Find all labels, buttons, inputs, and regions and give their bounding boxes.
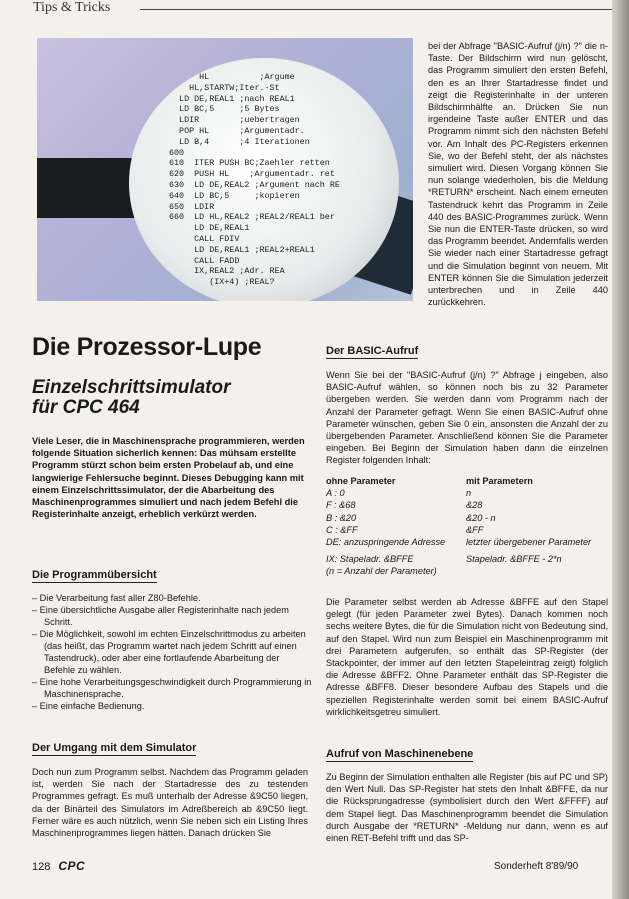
code-line: 630 LD DE,REAL2 ;Argument nach RE: [169, 179, 340, 190]
code-line: 620 PUSH HL ;Argumentadr. ret: [169, 169, 335, 180]
page-number: 128: [32, 861, 51, 873]
code-line: IX,REAL2 ;Adr. REA: [169, 266, 285, 277]
table-cell: &20 - n: [466, 512, 496, 523]
heading-overview: Die Programmübersicht: [32, 569, 157, 581]
table-cell: F : &68: [326, 500, 356, 511]
table-row: [326, 487, 608, 499]
table-row: [326, 512, 608, 524]
list-item: – Eine übersichtliche Ausgabe aller Registerinhalte nach jedem Schritt.: [32, 605, 289, 627]
code-line: 610 ITER PUSH BC;Zaehler retten: [169, 158, 330, 169]
code-line: POP HL ;Argumentadr.: [169, 125, 305, 136]
code-listing: [169, 72, 340, 288]
table-row: [326, 499, 608, 511]
code-line: LD DE,REAL1: [169, 223, 250, 234]
code-line: HL,STARTW;Iter.-St: [169, 82, 280, 93]
table-note-row: [326, 565, 608, 577]
table-header-row: [326, 475, 608, 487]
list-item: – Eine einfache Bedienung.: [32, 701, 145, 711]
header-rule: [140, 9, 612, 10]
code-line: HL ;Argume: [169, 72, 295, 82]
heading-basic: Der BASIC-Aufruf: [326, 345, 419, 357]
table-cell: letzter übergebener Parameter: [466, 537, 592, 548]
article-title: Die Prozessor-Lupe: [32, 333, 262, 361]
subtitle-line-2: für CPC 464: [32, 397, 140, 418]
table-cell: &28: [466, 500, 483, 511]
stack-paragraph: Die Parameter selbst werden ab Adresse &BFFE auf den Stapel gelegt (für jeden Parameter zwei Bytes). Danach kommen noch sechs weitere Bytes, die für die Simulation nicht von Bedeutung sind, auf den Stapel. Wird nun zum Beispiel ein Maschinenprogramm mit drei Parametern aufgerufen, so enthält das SP-Register (der Stackpointer, der immer auf den letzten Stapeleintrag zeigt) folglich die Adresse &BFF2. Ohne Parameter enthält das SP-Register die Adresse &BFF8. Dieser besondere Aufbau des Stapels und die speziellen Registerinhalte werden somit bei einem BASIC-Aufruf wirklichkeitsgetreu simuliert.: [326, 597, 608, 717]
table-note: (n = Anzahl der Parameter): [326, 566, 437, 577]
code-line: LD DE,REAL1 ;nach REAL1: [169, 93, 295, 104]
heading-usage: Der Umgang mit dem Simulator: [32, 742, 197, 754]
table-cell: DE: anzuspringende Adresse: [326, 537, 446, 548]
footer-left: [32, 859, 85, 873]
column-header: ohne Parameter: [326, 476, 396, 486]
code-line: LD B,4 ;4 Iterationen: [169, 136, 310, 147]
code-line: 650 LDIR: [169, 201, 215, 212]
code-line: LDIR ;uebertragen: [169, 115, 300, 126]
list-item: – Eine hohe Verarbeitungsgeschwindigkeit durch Programmierung in Maschinensprache.: [32, 677, 312, 699]
table-cell: Stapeladr. &BFFE - 2*n: [466, 554, 562, 565]
code-line: LD BC,5 ;5 Bytes: [169, 104, 280, 115]
feature-list: [32, 592, 312, 712]
magnifier-photo: [37, 38, 413, 301]
table-cell: n: [466, 488, 472, 499]
column-header: mit Parametern: [466, 476, 533, 486]
article-subtitle: [32, 378, 312, 418]
code-line: CALL FDIV: [169, 233, 240, 244]
issue-label: Sonderheft 8'89/90: [494, 861, 579, 872]
code-line: LD DE,REAL1 ;REAL2+REAL1: [169, 244, 315, 255]
list-item: – Die Verarbeitung fast aller Z80-Befehle.: [32, 593, 201, 603]
subtitle-line-1: Einzelschrittsimulator: [32, 377, 231, 398]
basic-paragraph: Wenn Sie bei der "BASIC-Aufruf (j/n) ?" Abfrage j eingeben, also BASIC-Aufruf wählen, so können noch bis zu 32 Parameter übergeben werden. Sie werden dann vom Programm nach der Anzahl der Parameter gefragt. Wenn Sie einen BASIC-Aufruf ohne Parameter wünschen, geben Sie 0 ein, ansonsten die Anzahl der zu übergebenden Parameter. Anschließend können Sie die Parameter eingeben. Bei Beginn der Simulation haben dann die einzelnen Register folgenden Inhalt:: [326, 370, 608, 466]
code-line: 660 LD HL,REAL2 ;REAL2/REAL1 ber: [169, 212, 335, 223]
register-table: [326, 475, 608, 578]
machine-paragraph: Zu Beginn der Simulation enthalten alle Register (bis auf PC und SP) den Wert Null. Das SP-Register hat stets den Inhalt &BFFE, da nur die Rücksprungadresse (symbolisiert durch den Wert &FFFF) auf dem Stapel liegt. Das Maschinenprogramm beendet die Simulation durch Ausgabe der *RETURN* -Meldung nur dann, wenn es auf einen RET-Befehl trifft und das SP-: [326, 772, 608, 844]
table-cell: A : 0: [326, 488, 345, 499]
table-cell: C : &FF: [326, 524, 358, 535]
table-cell: IX: Stapeladr. &BFFE: [326, 554, 414, 565]
table-row: [326, 536, 608, 548]
magnifying-lens: [129, 58, 399, 301]
code-line: 640 LD BC,5 ;kopieren: [169, 190, 300, 201]
code-line: 600: [169, 147, 185, 158]
usage-paragraph: Doch nun zum Programm selbst. Nachdem das Programm geladen ist, werden Sie nach der Startadresse des zu testenden Programmes gefragt. Es muß unterhalb der Adresse &9C50 liegen, da der Binärteil des Simulators im Adreßbereich ab &9C50 liegt. Ferner wäre es auch nützlich, wenn Sie neben sich ein Listing Ihres Maschinenprogrammes liegen hätten. Danach drücken Sie: [32, 767, 308, 839]
table-cell: &FF: [466, 524, 484, 535]
lead-paragraph: Viele Leser, die in Maschinensprache programmieren, werden folgende Situation sicherlich kennen: Das mühsam erstellte Programm stürzt schon beim ersten Probelauf ab, und eine langwierige Fehlersuche beginnt. Dieses Debugging kann mit einem Einzelschrittssimulator, der die Abarbeitung des Maschinenprogrammes simuliert und nach jedem Befehl die Registerinhalte anzeigt, erheblich verkürzt werden.: [32, 436, 305, 520]
code-line: CALL FADD: [169, 255, 240, 266]
code-line: (IX+4) ;REAL?: [169, 277, 275, 288]
page-edge: [612, 0, 629, 899]
table-row: [326, 524, 608, 536]
right-top-paragraph: bei der Abfrage "BASIC-Aufruf (j/n) ?" die n-Taste. Der Bildschirm wird nun gelöscht, das Programm simuliert den ersten Befehl, den es an Ihrer Startadresse findet und zeigt die Registerinhalte in der unteren Bildschirmhälfte an. Drücken Sie nun irgendeine Taste außer ENTER und das Programm nimmt sich den nächsten Befehl vor. Am Inhalt des PC-Registers erkennen Sie, wo der Befehl steht, der als nächstes simuliert wird. Diesen Vorgang können Sie nun solange wiederholen, bis die Meldung *RETURN* erscheint. Nach einem erneuten Tastendruck kehrt das Programm in Zeile 440 des BASIC-Programmes zurück. Wenn Sie nun die ENTER-Taste drücken, so wird das Programm beendet. Andernfalls werden Sie wieder nach einer Startadresse gefragt und die Simulation beginnt von neuem. Mit ENTER können Sie die Simulation jederzeit unterbrechen und in Zeile 440 zurückkehren.: [428, 41, 608, 308]
table-cell: B : &20: [326, 512, 357, 523]
list-item: – Die Möglichkeit, sowohl im echten Einzelschrittmodus zu arbeiten (das heißt, das Programm wartet nach jedem Schritt auf einen Tastendruck), oder aber eine fortlaufende Abarbeitung der Befehle zu wählen.: [32, 629, 306, 675]
heading-machine: Aufruf von Maschinenebene: [326, 748, 474, 760]
cpc-logo: CPC: [58, 859, 86, 873]
section-header: Tips & Tricks: [33, 0, 111, 15]
table-row: [326, 548, 608, 565]
